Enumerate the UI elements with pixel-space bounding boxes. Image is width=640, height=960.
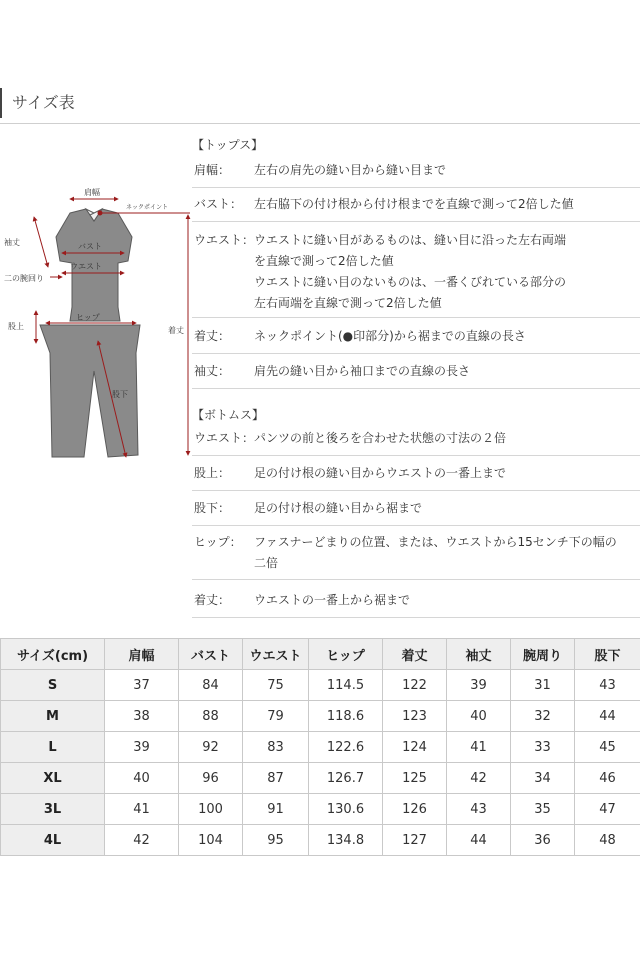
table-cell: 126.7 xyxy=(309,763,383,794)
table-row xyxy=(1,825,640,856)
bottoms-row-waist xyxy=(192,428,640,456)
term-label: 着丈： xyxy=(194,329,231,343)
table-cell: 84 xyxy=(179,670,243,701)
header-length: 着丈 xyxy=(383,639,447,670)
bottoms-heading: 【ボトムス】 xyxy=(192,408,265,422)
table-cell: 40 xyxy=(447,701,511,732)
header-shoulder: 肩幅 xyxy=(105,639,179,670)
desc-line: 足の付け根の縫い目からウエストの一番上まで xyxy=(254,466,507,480)
tops-row-sleeve xyxy=(192,361,640,389)
desc-line: ウエストに縫い目のないものは、一番くびれている部分の xyxy=(254,275,567,289)
page-title: サイズ表 xyxy=(0,88,75,118)
table-cell: 46 xyxy=(575,763,640,794)
term-label: 着丈： xyxy=(194,593,231,607)
size-cell: 3L xyxy=(1,794,105,825)
table-cell: 32 xyxy=(511,701,575,732)
sleeve-label: 袖丈 xyxy=(4,238,20,247)
term-description xyxy=(254,194,636,215)
size-cell: M xyxy=(1,701,105,732)
table-cell: 130.6 xyxy=(309,794,383,825)
table-cell: 126 xyxy=(383,794,447,825)
table-cell: 114.5 xyxy=(309,670,383,701)
hip-label: ヒップ xyxy=(76,313,100,322)
table-cell: 88 xyxy=(179,701,243,732)
table-cell: 43 xyxy=(575,670,640,701)
table-cell: 39 xyxy=(105,732,179,763)
table-cell: 41 xyxy=(447,732,511,763)
term-label: 股上： xyxy=(194,466,231,480)
size-cell: 4L xyxy=(1,825,105,856)
bottoms-row-rise xyxy=(192,463,640,491)
table-cell: 75 xyxy=(243,670,309,701)
term-label: バスト： xyxy=(194,197,243,211)
size-cell: XL xyxy=(1,763,105,794)
table-row xyxy=(1,670,640,701)
table-row xyxy=(1,794,640,825)
table-row xyxy=(1,701,640,732)
desc-line: 二倍 xyxy=(254,556,279,570)
term-description xyxy=(254,361,636,382)
table-cell: 44 xyxy=(575,701,640,732)
bottoms-row-length xyxy=(192,590,640,618)
term-description xyxy=(254,326,636,347)
desc-line: ウエストに縫い目があるものは、縫い目に沿った左右両端 xyxy=(254,233,567,247)
table-header-row xyxy=(1,639,640,670)
term-label: 股下： xyxy=(194,501,231,515)
term-label: 肩幅： xyxy=(194,163,231,177)
term-description xyxy=(254,160,636,181)
table-cell: 31 xyxy=(511,670,575,701)
shoulder-label: 肩幅 xyxy=(84,188,100,197)
table-cell: 38 xyxy=(105,701,179,732)
sleeve-measure-line xyxy=(34,217,48,267)
table-cell: 104 xyxy=(179,825,243,856)
table-cell: 36 xyxy=(511,825,575,856)
term-description xyxy=(254,230,636,314)
term-description xyxy=(254,498,636,519)
table-cell: 123 xyxy=(383,701,447,732)
title-divider xyxy=(0,123,640,124)
table-cell: 34 xyxy=(511,763,575,794)
term-label: ウエスト： xyxy=(194,233,255,247)
desc-line: 肩先の縫い目から袖口までの直線の長さ xyxy=(254,364,471,378)
bust-label: バスト xyxy=(78,242,102,251)
desc-line: 左右の肩先の縫い目から縫い目まで xyxy=(254,163,447,177)
length-label: 着丈 xyxy=(168,326,184,335)
bottoms-row-inseam xyxy=(192,498,640,526)
tops-row-waist xyxy=(192,230,640,318)
table-cell: 100 xyxy=(179,794,243,825)
table-cell: 92 xyxy=(179,732,243,763)
term-label: 袖丈： xyxy=(194,364,231,378)
desc-line: 左右脇下の付け根から付け根までを直線で測って2倍した値 xyxy=(254,197,574,211)
header-bust: バスト xyxy=(179,639,243,670)
table-cell: 79 xyxy=(243,701,309,732)
table-row xyxy=(1,763,640,794)
table-cell: 33 xyxy=(511,732,575,763)
header-arm: 腕周り xyxy=(511,639,575,670)
table-cell: 48 xyxy=(575,825,640,856)
header-inseam: 股下 xyxy=(575,639,640,670)
table-row xyxy=(1,732,640,763)
table-cell: 35 xyxy=(511,794,575,825)
term-description xyxy=(254,590,636,611)
table-cell: 124 xyxy=(383,732,447,763)
table-cell: 127 xyxy=(383,825,447,856)
term-label: ヒップ： xyxy=(194,535,242,549)
bottoms-row-hip xyxy=(192,532,640,580)
table-cell: 122 xyxy=(383,670,447,701)
garment-diagram xyxy=(0,175,200,475)
tops-heading: 【トップス】 xyxy=(192,138,264,152)
table-cell: 134.8 xyxy=(309,825,383,856)
table-cell: 122.6 xyxy=(309,732,383,763)
term-description xyxy=(254,428,636,449)
desc-line: ウエストの一番上から裾まで xyxy=(254,593,411,607)
table-cell: 40 xyxy=(105,763,179,794)
desc-line: 左右両端を直線で測って2倍した値 xyxy=(254,296,442,310)
table-cell: 43 xyxy=(447,794,511,825)
term-description xyxy=(254,463,636,484)
table-cell: 95 xyxy=(243,825,309,856)
inseam-label: 股下 xyxy=(112,390,128,399)
size-table xyxy=(0,638,640,856)
desc-line: ネックポイント(●印部分)から裾までの直線の長さ xyxy=(254,329,526,343)
header-waist: ウエスト xyxy=(243,639,309,670)
term-label: ウエスト： xyxy=(194,431,255,445)
table-cell: 91 xyxy=(243,794,309,825)
table-cell: 39 xyxy=(447,670,511,701)
neck-point-label: ネックポイント xyxy=(126,204,169,211)
table-cell: 83 xyxy=(243,732,309,763)
size-cell: L xyxy=(1,732,105,763)
term-description xyxy=(254,532,636,574)
header-sleeve: 袖丈 xyxy=(447,639,511,670)
waist-label: ウエスト xyxy=(70,262,102,271)
table-cell: 118.6 xyxy=(309,701,383,732)
tops-row-length xyxy=(192,326,640,354)
table-cell: 42 xyxy=(105,825,179,856)
size-cell: S xyxy=(1,670,105,701)
table-cell: 47 xyxy=(575,794,640,825)
tops-row-shoulder xyxy=(192,160,640,188)
rise-label: 股上 xyxy=(8,322,24,331)
table-cell: 87 xyxy=(243,763,309,794)
tops-row-bust xyxy=(192,194,640,222)
arm-circ-label: 二の腕回り xyxy=(4,274,44,283)
table-cell: 96 xyxy=(179,763,243,794)
header-hip: ヒップ xyxy=(309,639,383,670)
table-cell: 37 xyxy=(105,670,179,701)
desc-line: 足の付け根の縫い目から裾まで xyxy=(254,501,423,515)
table-cell: 45 xyxy=(575,732,640,763)
desc-line: を直線で測って2倍した値 xyxy=(254,254,394,268)
table-cell: 44 xyxy=(447,825,511,856)
table-cell: 125 xyxy=(383,763,447,794)
table-cell: 42 xyxy=(447,763,511,794)
header-size: サイズ(cm) xyxy=(1,639,105,670)
desc-line: パンツの前と後ろを合わせた状態の寸法の２倍 xyxy=(254,431,507,445)
desc-line: ファスナーどまりの位置、または、ウエストから15センチ下の幅の xyxy=(254,535,617,549)
table-cell: 41 xyxy=(105,794,179,825)
